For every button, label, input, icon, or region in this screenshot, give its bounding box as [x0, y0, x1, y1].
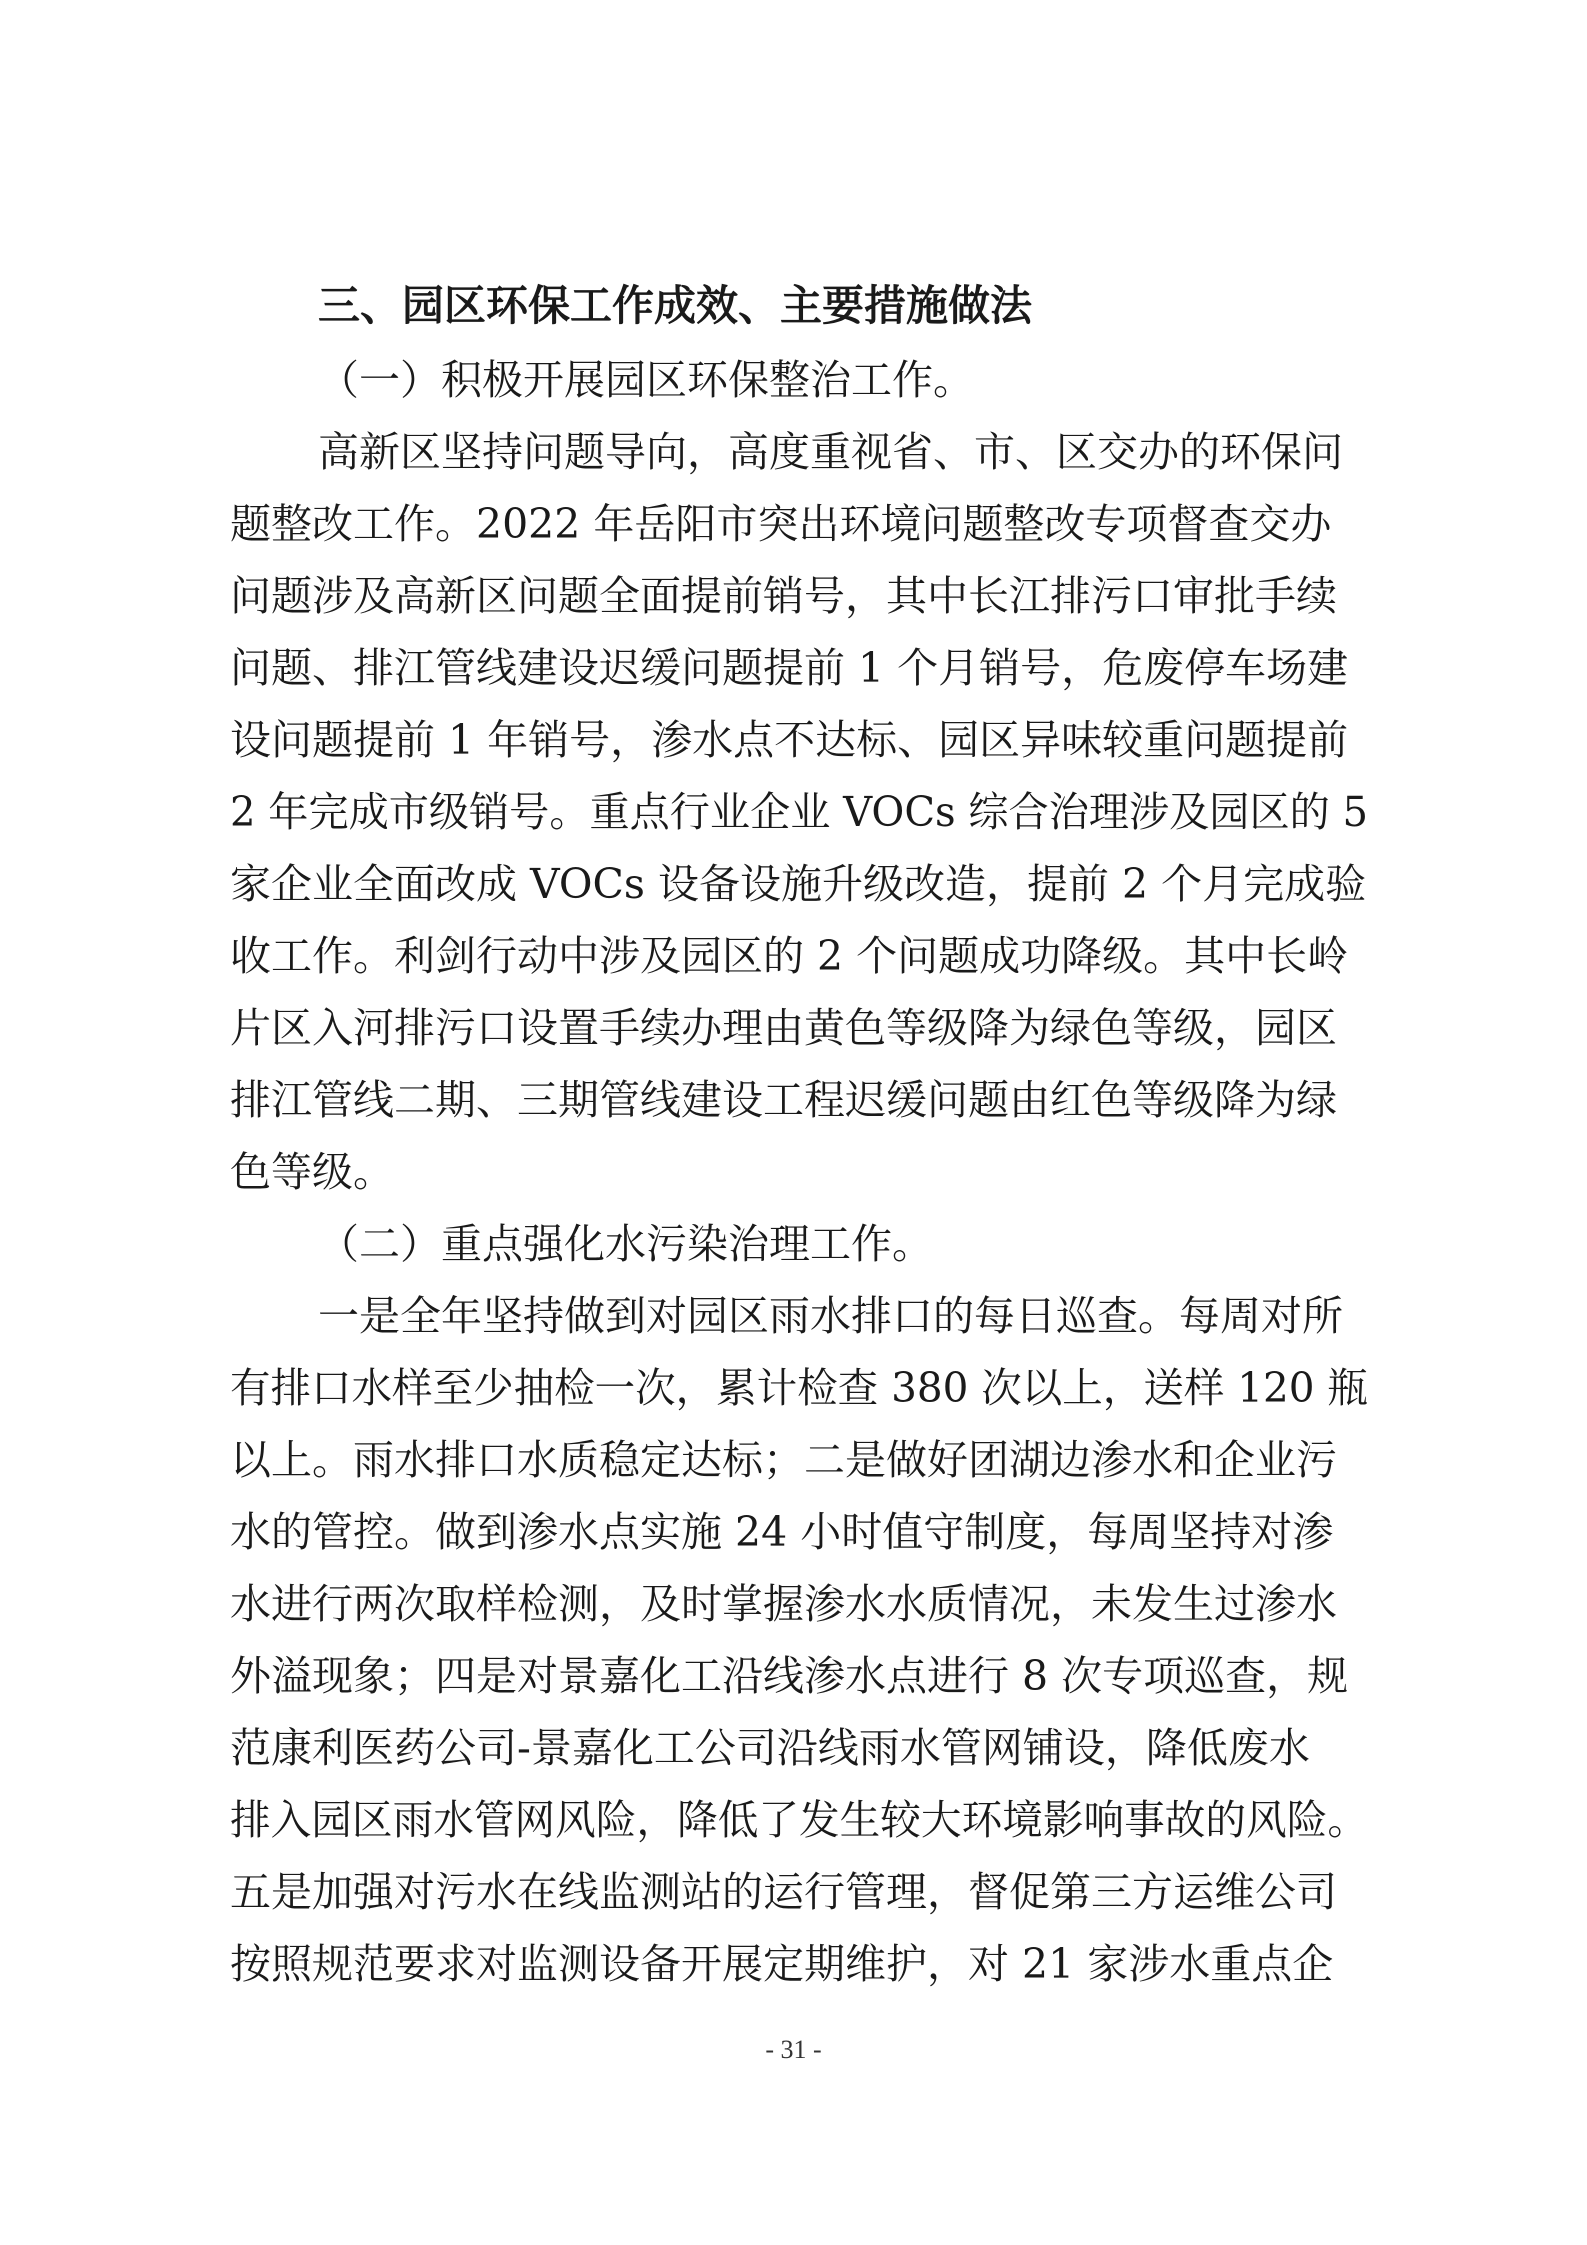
paragraph-line: 家企业全面改成 VOCs 设备设施升级改造，提前 2 个月完成验 [230, 860, 1367, 908]
subsection-title-1: （一）积极开展园区环保整治工作。 [318, 356, 974, 404]
paragraph-line: 有排口水样至少抽检一次，累计检查 380 次以上，送样 120 瓶 [230, 1364, 1368, 1412]
paragraph-line: 问题涉及高新区问题全面提前销号，其中长江排污口审批手续 [230, 572, 1337, 620]
paragraph-line: 一是全年坚持做到对园区雨水排口的每日巡查。每周对所 [318, 1292, 1343, 1340]
paragraph-line: 设问题提前 1 年销号，渗水点不达标、园区异味较重问题提前 [230, 716, 1349, 764]
paragraph-line: 收工作。利剑行动中涉及园区的 2 个问题成功降级。其中长岭 [230, 932, 1349, 980]
subsection-title-2: （二）重点强化水污染治理工作。 [318, 1220, 933, 1268]
paragraph-line: 外溢现象；四是对景嘉化工沿线渗水点进行 8 次专项巡查，规 [230, 1652, 1349, 1700]
paragraph-line: 五是加强对污水在线监测站的运行管理，督促第三方运维公司 [230, 1868, 1337, 1916]
paragraph-line: 问题、排江管线建设迟缓问题提前 1 个月销号，危废停车场建 [230, 644, 1349, 692]
paragraph-line: 排江管线二期、三期管线建设工程迟缓问题由红色等级降为绿 [230, 1076, 1337, 1124]
paragraph-line: 高新区坚持问题导向，高度重视省、市、区交办的环保问 [318, 428, 1343, 476]
paragraph-line: 排入园区雨水管网风险，降低了发生较大环境影响事故的风险。 [230, 1796, 1369, 1844]
paragraph-line: 范康利医药公司-景嘉化工公司沿线雨水管网铺设，降低废水 [230, 1724, 1310, 1772]
paragraph-line: 以上。雨水排口水质稳定达标；二是做好团湖边渗水和企业污 [230, 1436, 1337, 1484]
paragraph-line: 2 年完成市级销号。重点行业企业 VOCs 综合治理涉及园区的 5 [230, 788, 1369, 836]
page-number: - 31 - [765, 2035, 822, 2064]
paragraph-line: 片区入河排污口设置手续办理由黄色等级降为绿色等级，园区 [230, 1004, 1337, 1052]
paragraph-line: 水的管控。做到渗水点实施 24 小时值守制度，每周坚持对渗 [230, 1508, 1334, 1556]
paragraph-line: 水进行两次取样检测，及时掌握渗水水质情况，未发生过渗水 [230, 1580, 1337, 1628]
section-heading: 三、园区环保工作成效、主要措施做法 [318, 281, 1033, 330]
paragraph-line: 题整改工作。2022 年岳阳市突出环境问题整改专项督查交办 [230, 500, 1332, 548]
paragraph-line: 按照规范要求对监测设备开展定期维护，对 21 家涉水重点企 [230, 1940, 1334, 1988]
paragraph-line: 色等级。 [230, 1148, 394, 1196]
